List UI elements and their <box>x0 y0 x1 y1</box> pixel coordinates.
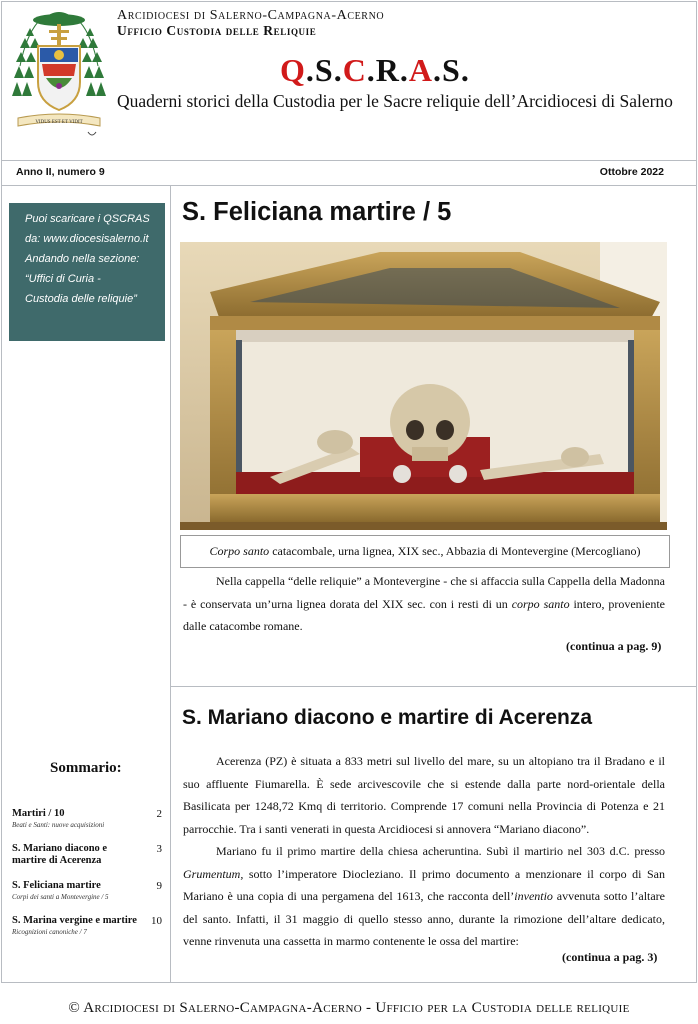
article-title: S. Feliciana martire / 5 <box>182 198 452 226</box>
crest-motto: VIDUS EST ET VIDIT <box>35 120 83 125</box>
article-divider <box>170 686 697 687</box>
sidebar-divider <box>170 186 171 983</box>
publication-subtitle: Quaderni storici della Custodia per le Sacre reliquie dell’Arcidiocesi di Salerno <box>117 91 673 111</box>
issue-number: Anno II, numero 9 <box>16 166 105 178</box>
photo-caption: Corpo santo catacombale, urna lignea, XIX sec., Abbazia di Montevergine (Mercogliano) <box>180 535 670 568</box>
article-title: S. Mariano diacono e martire di Acerenza <box>182 706 593 729</box>
archdiocese-crest-icon <box>8 6 110 146</box>
office-name: Ufficio Custodia delle Reliquie <box>117 23 317 38</box>
toc-item[interactable]: S. Feliciana martire Corpi dei santi a Montevergine / 5 9 <box>12 880 162 901</box>
toc-title: Sommario: <box>50 760 122 776</box>
continue-link[interactable]: (continua a pag. 9) <box>566 639 662 653</box>
download-info-box: Puoi scaricare i QSCRAS da: www.diocesisalerno.it Andando nella sezione: “Uffici di Curia - Custodia delle reliquie” <box>9 203 165 341</box>
toc-item[interactable]: S. Marina vergine e martire Ricognizioni canoniche / 7 10 <box>12 915 162 936</box>
publication-logo: Q.S.C.R.A.S. <box>280 52 470 88</box>
toc-item[interactable]: Martiri / 10 Beati e Santi: nuove acquisizioni 2 <box>12 808 162 829</box>
issue-bar <box>1 160 697 186</box>
issue-date: Ottobre 2022 <box>599 166 664 178</box>
table-of-contents <box>12 808 162 950</box>
article-body: Nella cappella “delle reliquie” a Montevergine - che si affaccia sulla Cappella della Madonna - è conservata un’urna lignea dorata del XIX sec. con i resti di un corpo santo intero, proveniente dalle catacombe romane. <box>183 574 665 633</box>
continue-link[interactable]: (continua a pag. 3) <box>562 950 658 964</box>
reliquary-photo <box>180 242 667 530</box>
organization-name: Arcidiocesi di Salerno-Campagna-Acerno <box>117 8 385 23</box>
footer-copyright: © Arcidiocesi di Salerno-Campagna-Acerno - Ufficio per la Custodia delle reliquie <box>68 1000 630 1016</box>
toc-item[interactable]: S. Mariano diacono e martire di Acerenza 3 <box>12 843 162 866</box>
article-body: Acerenza (PZ) è situata a 833 metri sul livello del mare, su un altopiano tra il Bradano e il suo affluente Fiumarella. È sede arcivescovile che si estende dalla parte nord-orientale della Basilicata per 1248,72 Kmq di territorio. Comprende 17 comuni nella Provincia di Potenza e 21 parrocchie. Tra i santi venerati in questa Arcidiocesi si annovera “Mariano diacono”. Mariano fu il primo martire della chiesa acheruntina. Subì il martirio nel 303 d.C. presso Grumentum, sotto l’imperatore Diocleziano. Il primo documento a menzionare il corpo di San Mariano è una copia di una pergamena del 1613, che racconta dell’inventio avvenuta sotto l’altare del santo. Infatti, il 31 maggio di quello stesso anno, durante la rimozione dell’altare dedicato, venne rinvenuta una cassetta in marmo contenente le ossa del martire: <box>183 754 666 948</box>
